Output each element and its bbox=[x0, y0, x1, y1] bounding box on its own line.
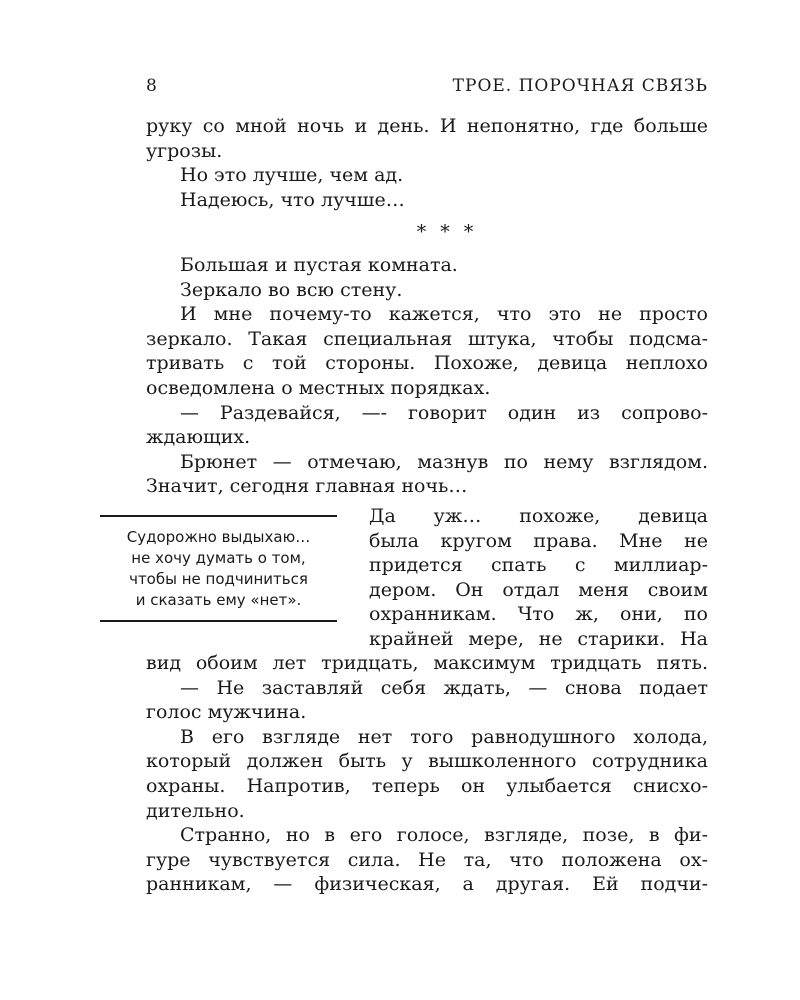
text-line: охраны. Напротив, теперь он улыбается снисхо- bbox=[146, 774, 708, 797]
text-block-top bbox=[146, 114, 708, 499]
text-line: крайней мере, не старики. На bbox=[369, 627, 708, 650]
text-line: — Не заставляй себя ждать, — снова подает bbox=[180, 676, 708, 699]
pull-quote-line: и сказать ему «нет». bbox=[135, 591, 302, 609]
section-separator: * * * bbox=[416, 221, 478, 244]
text-line: ранникам, — физическая, а другая. Ей подчи- bbox=[146, 873, 708, 896]
text-line: была кругом права. Мне не bbox=[369, 529, 708, 552]
pull-quote bbox=[100, 515, 337, 622]
text-line: Брюнет — отмечаю, мазнув по нему взглядом. bbox=[180, 450, 708, 473]
text-line: который должен быть у вышколенного сотрудника bbox=[146, 750, 708, 773]
text-line: Странно, но в его голосе, взгляде, позе, в фи- bbox=[180, 824, 708, 847]
text-line: дительно. bbox=[146, 799, 245, 822]
pull-quote-line: не хочу думать о том, bbox=[131, 549, 306, 567]
text-line: руку со мной ночь и день. И непонятно, где больше bbox=[146, 115, 708, 137]
text-line: придется спать с миллиар- bbox=[369, 554, 708, 577]
pull-quote-line: чтобы не подчиниться bbox=[129, 570, 308, 588]
text-block-wrapped bbox=[369, 504, 708, 652]
text-line: — Раздевайся, —- говорит один из сопрово- bbox=[180, 401, 708, 424]
text-line: угрозы. bbox=[146, 139, 223, 162]
text-line: И мне почему-то кажется, что это не просто bbox=[180, 303, 708, 326]
text-line: тривать с той стороны. Похоже, девица неплохо bbox=[146, 352, 708, 375]
text-line: ждающих. bbox=[146, 426, 251, 449]
text-line: Значит, сегодня главная ночь… bbox=[146, 475, 468, 498]
text-line: дером. Он отдал меня своим bbox=[369, 578, 708, 601]
text-line: охранникам. Что ж, они, по bbox=[369, 603, 708, 626]
text-line: В его взгляде нет того равнодушного холода, bbox=[180, 725, 708, 748]
text-line: голос мужчина. bbox=[146, 701, 307, 724]
running-title: ТРОЕ. ПОРОЧНАЯ СВЯЗЬ bbox=[452, 76, 708, 96]
text-line: Надеюсь, что лучше… bbox=[180, 188, 405, 211]
text-line: гуре чувствуется сила. Не та, что положена ох- bbox=[146, 848, 708, 871]
page-number: 8 bbox=[146, 76, 158, 96]
text-line: осведомлена о местных порядках. bbox=[146, 376, 491, 399]
text-line: Да уж… похоже, девица bbox=[369, 505, 708, 527]
text-line: вид обоим лет тридцать, максимум тридцать пять. bbox=[146, 652, 708, 674]
pull-quote-line: Судорожно выдыхаю… bbox=[126, 528, 311, 546]
text-line: Зеркало во всю стену. bbox=[180, 278, 403, 301]
running-header bbox=[146, 76, 708, 102]
text-line: зеркало. Такая специальная штука, чтобы подсма- bbox=[146, 327, 708, 350]
text-line: Но это лучше, чем ад. bbox=[180, 164, 404, 187]
text-line: Большая и пустая комната. bbox=[180, 253, 458, 276]
text-block-bottom bbox=[146, 651, 708, 897]
